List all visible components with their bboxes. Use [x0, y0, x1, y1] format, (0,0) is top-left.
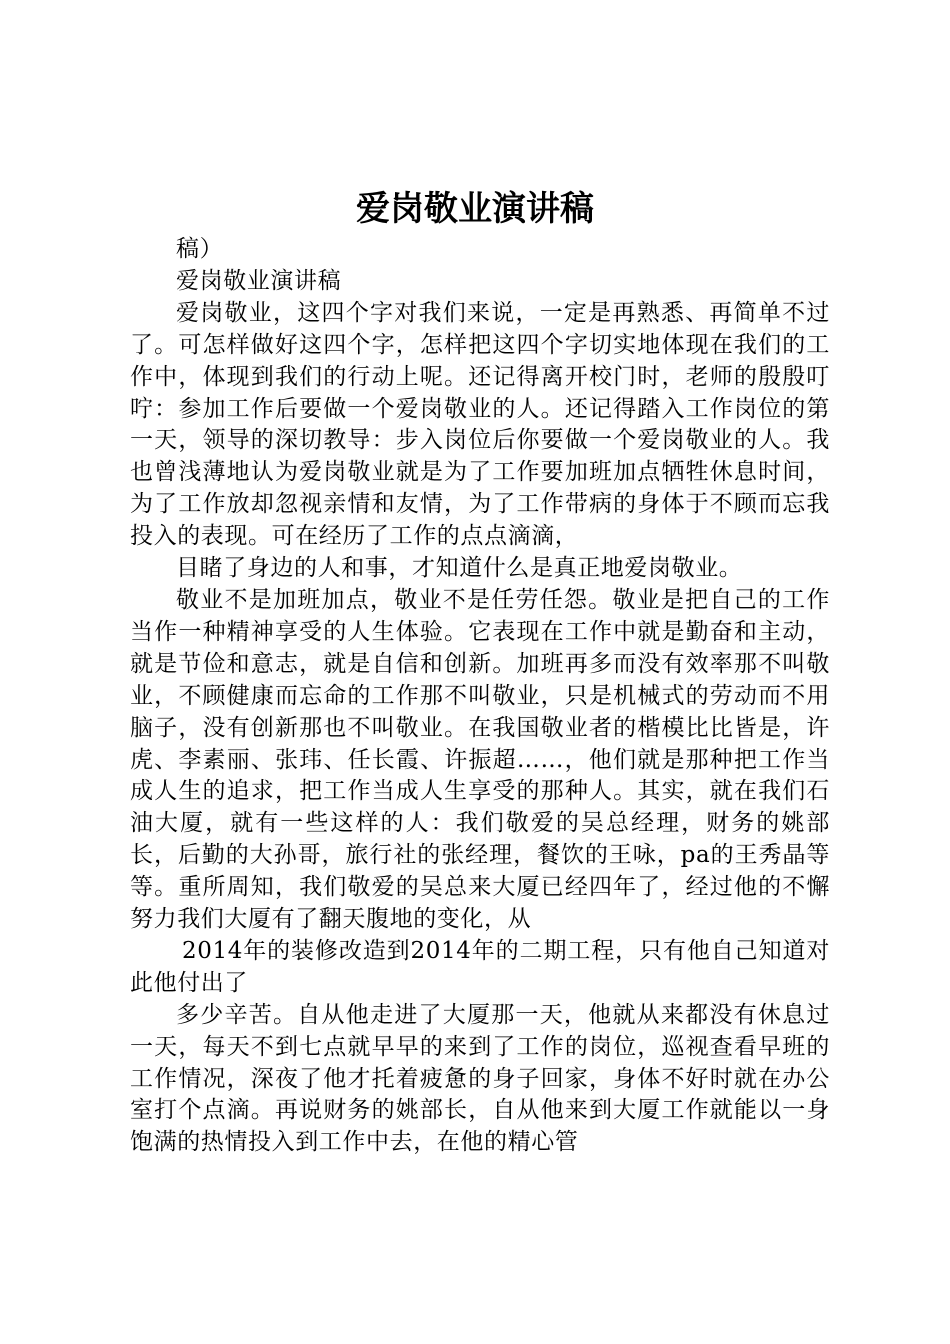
paragraph-2: 爱岗敬业演讲稿 — [176, 267, 342, 294]
paragraph-7: 多少辛苦。自从他走进了大厦那一天，他就从来都没有休息过一天，每天不到七点就早早的来到了工作的岗位，巡视查看早班的工作情况，深夜了他才托着疲惫的身子回家，身体不好时就在办公室打个点滴。再说财务的姚部长，自从他来到大厦工作就能以一身饱满的热情投入到工作中去，在他的精心管 — [130, 1001, 830, 1156]
paragraph-1: 稿） — [176, 236, 224, 262]
paragraph-3: 爱岗敬业，这四个字对我们来说，一定是再熟悉、再简单不过了。可怎样做好这四个字，怎样把这四个字切实地体现在我们的工作中，体现到我们的行动上呢。还记得离开校门时，老师的殷殷叮咛：参加工作后要做一个爱岗敬业的人。还记得踏入工作岗位的第一天，领导的深切教导：步入岗位后你要做一个爱岗敬业的人。我也曾浅薄地认为爱岗敬业就是为了工作要加班加点牺牲休息时间，为了工作放却忽视亲情和友情，为了工作带病的身体于不顾而忘我投入的表现。可在经历了工作的点点滴滴， — [130, 299, 830, 550]
paragraph-4: 目睹了身边的人和事，才知道什么是真正地爱岗敬业。 — [176, 555, 743, 582]
document-body — [130, 234, 830, 1159]
paragraph-5: 敬业不是加班加点，敬业不是任劳任怨。敬业是把自己的工作当作一种精神享受的人生体验。它表现在工作中就是勤奋和主动，就是节俭和意志，就是自信和创新。加班再多而没有效率那不叫敬业，不顾健康而忘命的工作那不叫敬业，只是机械式的劳动而不用脑子，没有创新那也不叫敬业。在我国敬业者的楷模比比皆是，许虎、李素丽、张玮、任长霞、许振超……，他们就是那种把工作当成人生的追求，把工作当成人生享受的那种人。其实，就在我们石油大厦，就有一些这样的人：我们敬爱的吴总经理，财务的姚部长，后勤的大孙哥，旅行社的张经理，餐饮的王咏，pa的王秀晶等等。重所周知，我们敬爱的吴总来大厦已经四年了，经过他的不懈努力我们大厦有了翻天腹地的变化，从 — [130, 586, 830, 933]
document-title: 爱岗敬业演讲稿 — [356, 189, 594, 229]
paragraph-6: 2014年的装修改造到2014年的二期工程，只有他自己知道对此他付出了 — [130, 937, 830, 996]
